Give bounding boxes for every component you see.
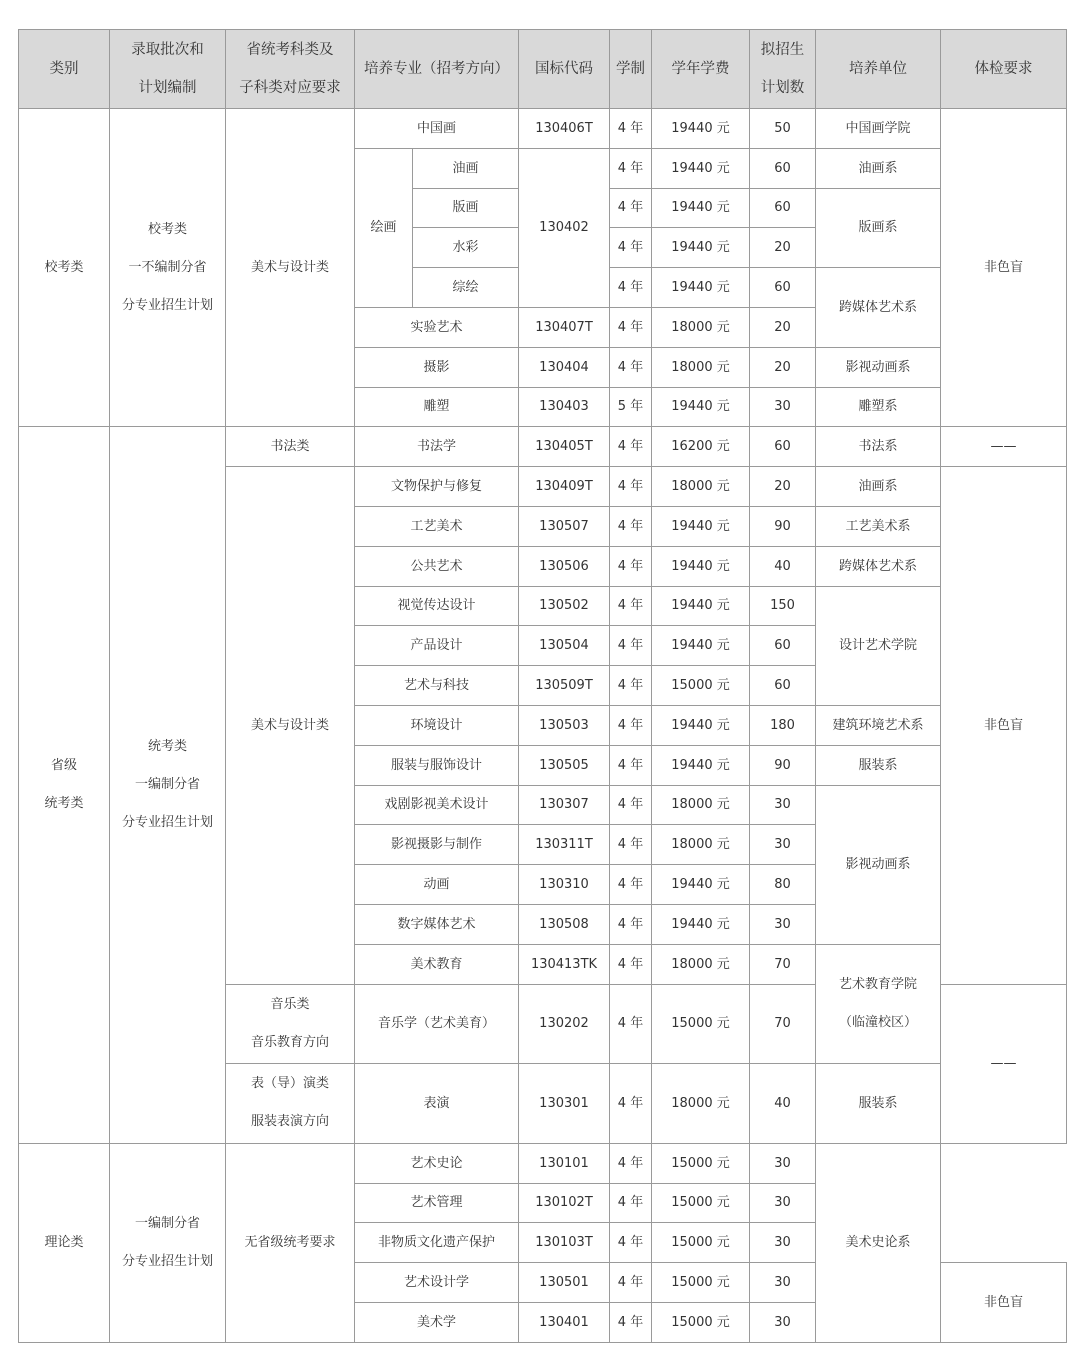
duration-cell: 4 年: [610, 1064, 652, 1144]
plan-cell: 60: [750, 666, 816, 706]
major-cell: 视觉传达设计: [355, 586, 519, 626]
tuition-cell: 19440 元: [652, 268, 750, 308]
header-row: [19, 30, 1067, 109]
header-tuition: 学年学费: [652, 30, 750, 109]
batch-cell: 统考类 一编制分省 分专业招生计划: [110, 427, 226, 1143]
admissions-table-container: [18, 29, 1066, 1343]
duration-cell: 4 年: [610, 944, 652, 984]
plan-cell: 90: [750, 506, 816, 546]
tuition-cell: 16200 元: [652, 427, 750, 467]
tuition-cell: 19440 元: [652, 586, 750, 626]
code-cell: 130404: [519, 347, 610, 387]
plan-cell: 30: [750, 1263, 816, 1303]
code-cell: 130403: [519, 387, 610, 427]
tuition-cell: 15000 元: [652, 1263, 750, 1303]
tuition-cell: 19440 元: [652, 148, 750, 188]
unit-cell: 建筑环境艺术系: [816, 705, 941, 745]
plan-cell: 40: [750, 546, 816, 586]
plan-cell: 180: [750, 705, 816, 745]
unit-cell: 服装系: [816, 1064, 941, 1144]
major-cell: 环境设计: [355, 705, 519, 745]
tuition-cell: 19440 元: [652, 865, 750, 905]
health-cell: 非色盲: [941, 1263, 1067, 1343]
duration-cell: 4 年: [610, 1223, 652, 1263]
category-cell: 理论类: [19, 1143, 110, 1342]
header-major: 培养专业（招考方向）: [355, 30, 519, 109]
plan-cell: 60: [750, 148, 816, 188]
unit-cell: 影视动画系: [816, 347, 941, 387]
plan-cell: 30: [750, 904, 816, 944]
code-cell: 130307: [519, 785, 610, 825]
plan-cell: 90: [750, 745, 816, 785]
duration-cell: 4 年: [610, 109, 652, 149]
subject-cell: 无省级统考要求: [226, 1143, 355, 1342]
major-cell: 中国画: [355, 109, 519, 149]
major-cell: 公共艺术: [355, 546, 519, 586]
unit-cell: 雕塑系: [816, 387, 941, 427]
health-cell: ——: [941, 427, 1067, 467]
major-cell: 综绘: [413, 268, 519, 308]
major-cell: 非物质文化遗产保护: [355, 1223, 519, 1263]
duration-cell: 4 年: [610, 188, 652, 228]
major-cell: 工艺美术: [355, 506, 519, 546]
major-cell: 艺术与科技: [355, 666, 519, 706]
code-cell: 130506: [519, 546, 610, 586]
duration-cell: 4 年: [610, 745, 652, 785]
tuition-cell: 15000 元: [652, 666, 750, 706]
plan-cell: 60: [750, 626, 816, 666]
header-code: 国标代码: [519, 30, 610, 109]
unit-cell: 服装系: [816, 745, 941, 785]
code-cell: 130501: [519, 1263, 610, 1303]
subject-cell: 美术与设计类: [226, 109, 355, 427]
plan-cell: 70: [750, 944, 816, 984]
category-cell: 省级 统考类: [19, 427, 110, 1143]
code-cell: 130407T: [519, 307, 610, 347]
unit-cell: 油画系: [816, 467, 941, 507]
duration-cell: 4 年: [610, 347, 652, 387]
tuition-cell: 19440 元: [652, 904, 750, 944]
unit-cell: 版画系: [816, 188, 941, 268]
duration-cell: 4 年: [610, 586, 652, 626]
plan-cell: 20: [750, 307, 816, 347]
duration-cell: 4 年: [610, 1183, 652, 1223]
major-cell: 版画: [413, 188, 519, 228]
major-cell: 影视摄影与制作: [355, 825, 519, 865]
tuition-cell: 19440 元: [652, 188, 750, 228]
subject-cell: 音乐类 音乐教育方向: [226, 984, 355, 1064]
table-row: [19, 1143, 1067, 1183]
code-cell: 130413TK: [519, 944, 610, 984]
plan-cell: 80: [750, 865, 816, 905]
batch-cell: 校考类 一不编制分省 分专业招生计划: [110, 109, 226, 427]
admissions-plan-table: [18, 29, 1067, 1343]
header-unit: 培养单位: [816, 30, 941, 109]
code-cell: 130507: [519, 506, 610, 546]
code-cell: 130202: [519, 984, 610, 1064]
unit-cell: 设计艺术学院: [816, 586, 941, 705]
major-cell: 油画: [413, 148, 519, 188]
major-cell: 美术学: [355, 1302, 519, 1342]
duration-cell: 4 年: [610, 865, 652, 905]
code-cell: 130301: [519, 1064, 610, 1144]
code-cell: 130504: [519, 626, 610, 666]
unit-cell: 美术史论系: [816, 1143, 941, 1342]
tuition-cell: 18000 元: [652, 825, 750, 865]
major-cell: 雕塑: [355, 387, 519, 427]
duration-cell: 4 年: [610, 825, 652, 865]
plan-cell: 30: [750, 1302, 816, 1342]
batch-cell: 一编制分省 分专业招生计划: [110, 1143, 226, 1342]
subject-cell: 美术与设计类: [226, 467, 355, 984]
unit-cell: 中国画学院: [816, 109, 941, 149]
major-cell: 产品设计: [355, 626, 519, 666]
major-cell: 美术教育: [355, 944, 519, 984]
tuition-cell: 18000 元: [652, 307, 750, 347]
major-cell: 音乐学（艺术美育）: [355, 984, 519, 1064]
unit-cell: 工艺美术系: [816, 506, 941, 546]
duration-cell: 4 年: [610, 904, 652, 944]
plan-cell: 20: [750, 467, 816, 507]
plan-cell: 50: [750, 109, 816, 149]
plan-cell: 60: [750, 268, 816, 308]
unit-cell: 艺术教育学院 （临潼校区）: [816, 944, 941, 1063]
header-health: 体检要求: [941, 30, 1067, 109]
code-cell: 130409T: [519, 467, 610, 507]
subject-cell: 表（导）演类 服装表演方向: [226, 1064, 355, 1144]
duration-cell: 4 年: [610, 1143, 652, 1183]
duration-cell: 4 年: [610, 506, 652, 546]
major-cell: 数字媒体艺术: [355, 904, 519, 944]
code-cell: 130406T: [519, 109, 610, 149]
tuition-cell: 19440 元: [652, 228, 750, 268]
code-cell: 130311T: [519, 825, 610, 865]
tuition-cell: 18000 元: [652, 785, 750, 825]
major-cell: 动画: [355, 865, 519, 905]
tuition-cell: 18000 元: [652, 347, 750, 387]
health-cell: 非色盲: [941, 467, 1067, 984]
duration-cell: 4 年: [610, 228, 652, 268]
tuition-cell: 15000 元: [652, 984, 750, 1064]
header-batch: 录取批次和 计划编制: [110, 30, 226, 109]
plan-cell: 30: [750, 1143, 816, 1183]
header-category: 类别: [19, 30, 110, 109]
tuition-cell: 19440 元: [652, 506, 750, 546]
tuition-cell: 19440 元: [652, 626, 750, 666]
tuition-cell: 19440 元: [652, 546, 750, 586]
major-cell: 书法学: [355, 427, 519, 467]
duration-cell: 4 年: [610, 148, 652, 188]
plan-cell: 30: [750, 1223, 816, 1263]
tuition-cell: 18000 元: [652, 1064, 750, 1144]
unit-cell: 影视动画系: [816, 785, 941, 944]
tuition-cell: 18000 元: [652, 467, 750, 507]
major-cell: 水彩: [413, 228, 519, 268]
code-cell: 130502: [519, 586, 610, 626]
code-cell: 130509T: [519, 666, 610, 706]
major-cell: 戏剧影视美术设计: [355, 785, 519, 825]
plan-cell: 70: [750, 984, 816, 1064]
duration-cell: 4 年: [610, 307, 652, 347]
code-cell: 130310: [519, 865, 610, 905]
code-cell: 130101: [519, 1143, 610, 1183]
duration-cell: 4 年: [610, 1263, 652, 1303]
health-cell: 非色盲: [941, 109, 1067, 427]
major-cell: 服装与服饰设计: [355, 745, 519, 785]
major-cell: 艺术管理: [355, 1183, 519, 1223]
tuition-cell: 15000 元: [652, 1183, 750, 1223]
plan-cell: 20: [750, 228, 816, 268]
tuition-cell: 15000 元: [652, 1223, 750, 1263]
code-cell: 130401: [519, 1302, 610, 1342]
duration-cell: 4 年: [610, 427, 652, 467]
category-cell: 校考类: [19, 109, 110, 427]
major-cell: 实验艺术: [355, 307, 519, 347]
plan-cell: 20: [750, 347, 816, 387]
plan-cell: 30: [750, 785, 816, 825]
tuition-cell: 18000 元: [652, 944, 750, 984]
code-cell: 130503: [519, 705, 610, 745]
tuition-cell: 15000 元: [652, 1302, 750, 1342]
plan-cell: 150: [750, 586, 816, 626]
duration-cell: 4 年: [610, 626, 652, 666]
code-cell: 130505: [519, 745, 610, 785]
unit-cell: 跨媒体艺术系: [816, 546, 941, 586]
duration-cell: 4 年: [610, 785, 652, 825]
duration-cell: 4 年: [610, 705, 652, 745]
duration-cell: 4 年: [610, 467, 652, 507]
header-plan: 拟招生 计划数: [750, 30, 816, 109]
duration-cell: 4 年: [610, 268, 652, 308]
duration-cell: 4 年: [610, 666, 652, 706]
header-duration: 学制: [610, 30, 652, 109]
unit-cell: 跨媒体艺术系: [816, 268, 941, 348]
plan-cell: 30: [750, 1183, 816, 1223]
tuition-cell: 19440 元: [652, 387, 750, 427]
major-cell: 文物保护与修复: [355, 467, 519, 507]
major-cell: 摄影: [355, 347, 519, 387]
code-cell: 130405T: [519, 427, 610, 467]
plan-cell: 30: [750, 387, 816, 427]
code-cell: 130102T: [519, 1183, 610, 1223]
table-row: [19, 109, 1067, 149]
plan-cell: 40: [750, 1064, 816, 1144]
duration-cell: 4 年: [610, 546, 652, 586]
tuition-cell: 19440 元: [652, 109, 750, 149]
header-subject: 省统考科类及 子科类对应要求: [226, 30, 355, 109]
plan-cell: 30: [750, 825, 816, 865]
subject-cell: 书法类: [226, 427, 355, 467]
painting-group-cell: 绘画: [355, 148, 413, 307]
unit-cell: 书法系: [816, 427, 941, 467]
tuition-cell: 15000 元: [652, 1143, 750, 1183]
major-cell: 表演: [355, 1064, 519, 1144]
table-row: [19, 427, 1067, 467]
health-cell: ——: [941, 984, 1067, 1143]
plan-cell: 60: [750, 427, 816, 467]
duration-cell: 4 年: [610, 984, 652, 1064]
major-cell: 艺术设计学: [355, 1263, 519, 1303]
unit-cell: 油画系: [816, 148, 941, 188]
tuition-cell: 19440 元: [652, 745, 750, 785]
code-cell: 130103T: [519, 1223, 610, 1263]
code-cell: 130402: [519, 148, 610, 307]
tuition-cell: 19440 元: [652, 705, 750, 745]
major-cell: 艺术史论: [355, 1143, 519, 1183]
code-cell: 130508: [519, 904, 610, 944]
duration-cell: 4 年: [610, 1302, 652, 1342]
duration-cell: 5 年: [610, 387, 652, 427]
plan-cell: 60: [750, 188, 816, 228]
